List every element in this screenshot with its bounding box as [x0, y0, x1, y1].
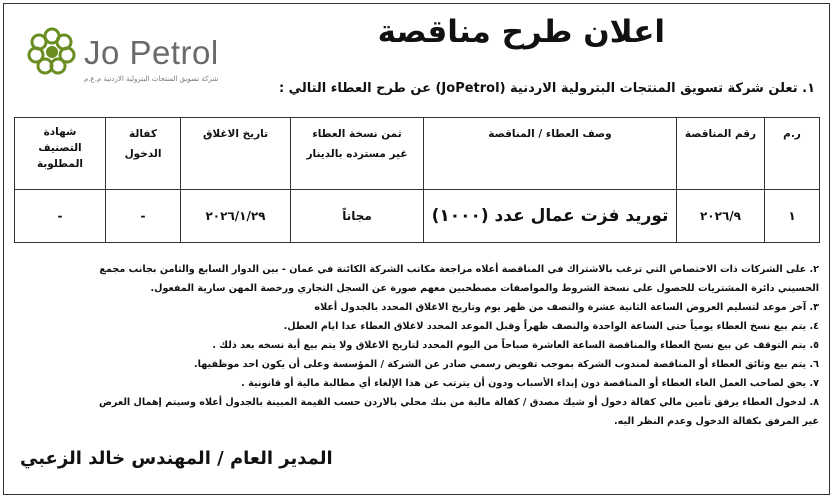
logo-flower-icon: [24, 24, 80, 80]
cell-desc: توريد فزت عمال عدد (١٠٠٠): [424, 190, 677, 243]
cell-price: مجاناً: [291, 190, 424, 243]
term-line: ٨. لدخول العطاء يرفق تأمين مالي كفالة دخول أو شيك مصدق / كفالة مالية من بنك محلي بالاردن حسب القيمة المبينة بالجدول أعلاه وسيتم إهمال العرض: [99, 397, 819, 408]
col-tender-no-header: رقم المناقصة: [677, 118, 765, 190]
col-price-header: [291, 118, 424, 190]
term-line: غير المرفق بكفالة الدخول وعدم النظر اليه.: [614, 416, 819, 427]
col-bond-header-line2: الدخول: [124, 148, 162, 160]
term-line: الحسيني دائرة المشتريات للحصول على نسخة الشروط والمواصفات مصطحبين معهم صورة عن السجل التجاري ورخصة المهن سارية المفعول.: [150, 283, 819, 294]
term-line: ٧. يحق لصاحب العمل الغاء العطاء أو المناقصة دون إبداء الأسباب ودون أن يترتب عن هذا الإلغاء أي مطالبة مالية أو قانونية .: [241, 378, 819, 389]
cell-bond: -: [106, 190, 181, 243]
col-bond-header: [106, 118, 181, 190]
table-row: [15, 190, 820, 243]
intro-text: ١. تعلن شركة تسويق المنتجات البترولية الاردنية (JoPetrol) عن طرح العطاء التالي :: [278, 81, 815, 96]
signature: المدير العام / المهندس خالد الزعبي: [20, 448, 333, 469]
col-price-header-line2: غير مسترده بالدينار: [306, 148, 408, 160]
cell-cert: -: [15, 190, 106, 243]
cell-tender-no: ٢٠٢٦/٩: [677, 190, 765, 243]
term-line: ٤. يتم بيع نسخ العطاء يومياً حتى الساعة الواحدة والنصف ظهراً وقبل الموعد المحدد لاغلاق العطاء عدا ايام العطل.: [283, 321, 819, 332]
cell-no: ١: [765, 190, 820, 243]
col-cert-header: [15, 118, 106, 190]
col-price-header-line1: ثمن نسخة العطاء: [312, 128, 402, 140]
page-title: اعلان طرح مناقصة: [377, 14, 665, 50]
term-line: ٥. يتم التوقف عن بيع نسخ العطاء والمناقصة الساعة العاشرة صباحاً من اليوم المحدد لتاريخ الاغلاق ولا يتم بيع أية نسخه بعد ذلك .: [212, 340, 819, 351]
col-cert-header-line3: المطلوبة: [37, 158, 83, 170]
logo-name: Jo Petrol: [84, 34, 219, 71]
col-closing-header: تاريخ الاغلاق: [181, 118, 291, 190]
cell-closing: ٢٠٢٦/١/٢٩: [181, 190, 291, 243]
company-logo: [24, 20, 224, 83]
logo-subtitle: شركة تسويق المنتجات البترولية الاردنية م.ع.م: [84, 75, 219, 83]
term-line: ٢. على الشركات ذات الاختصاص التي ترغب بالاشتراك في المناقصة أعلاه مراجعة مكاتب الشركة الكائنة في عمان - بين الدوار السابع والثامن بجانب مجمع: [99, 264, 819, 275]
tender-table: [14, 117, 820, 243]
term-line: ٣. آخر موعد لتسليم العروض الساعة الثانية عشرة والنصف من ظهر يوم وتاريخ الاغلاق المحدد بالجدول أعلاه: [314, 302, 819, 313]
col-cert-header-line2: التصنيف: [38, 142, 82, 154]
col-cert-header-line1: شهادة: [43, 126, 77, 138]
terms-list: [19, 260, 819, 431]
col-bond-header-line1: كفالة: [129, 128, 157, 140]
table-header-row: [15, 118, 820, 190]
term-line: ٦. يتم بيع وثائق العطاء أو المناقصة لمندوب الشركة بموجب تفويض رسمي صادر عن الشركة / المؤسسة وعلى أن يكون احد موظفيها.: [193, 359, 819, 370]
col-desc-header: وصف العطاء / المناقصة: [424, 118, 677, 190]
col-no-header: ر.م: [765, 118, 820, 190]
